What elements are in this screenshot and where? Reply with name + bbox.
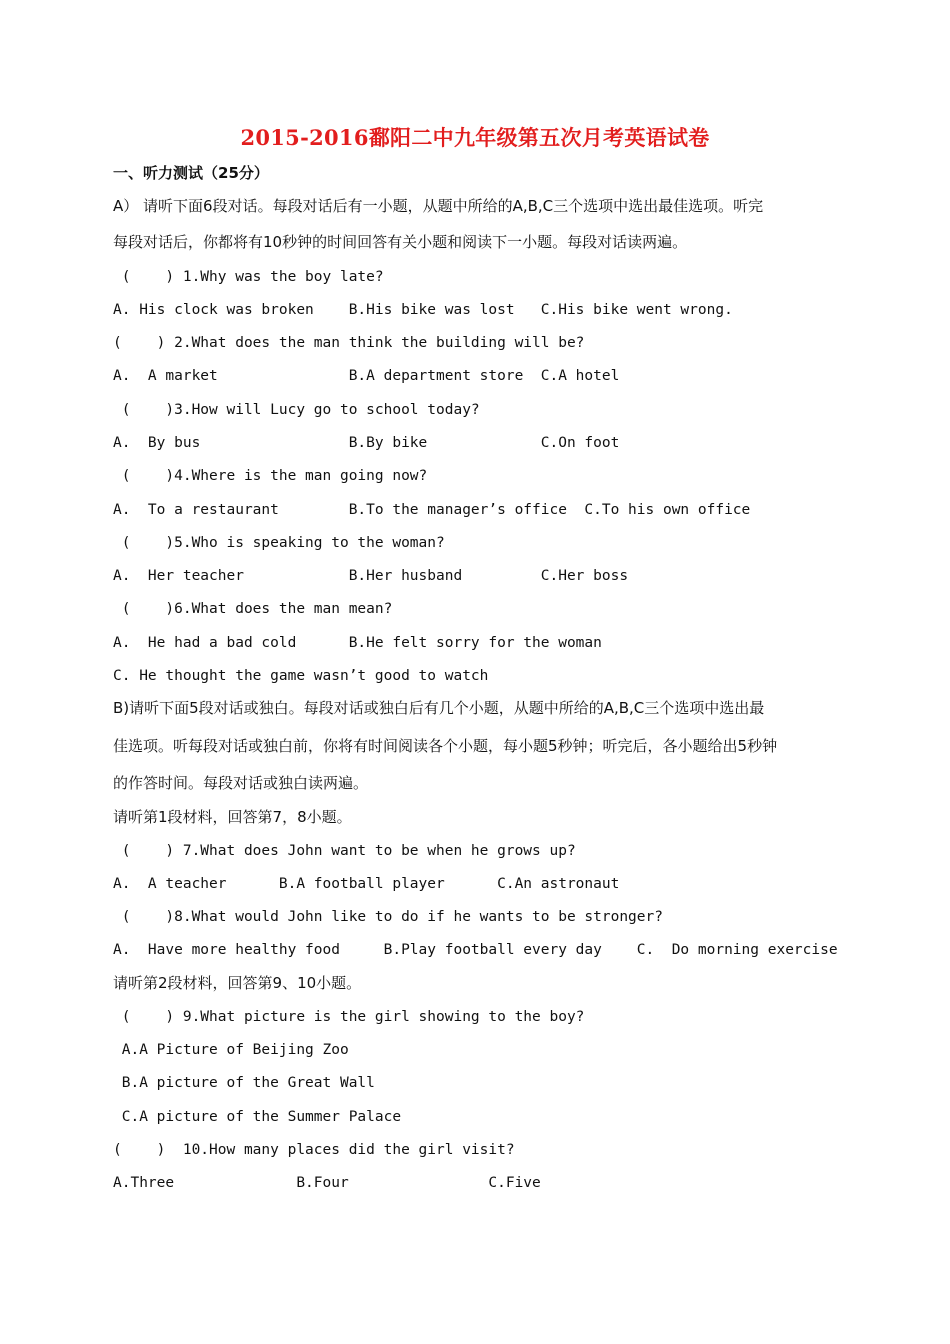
instruction-line: B)请听下面5段对话或独白。每段对话或独白后有几个小题，从题中所给的A,B,C三个选项中选出最 [113,699,765,717]
options-line: C. He thought the game wasn’t good to watch [113,668,489,684]
options-line: A. A market B.A department store C.A hotel [113,368,620,384]
question-line: ( )3.How will Lucy go to school today? [113,402,480,418]
question-line: ( ) 9.What picture is the girl showing to the boy? [113,1009,585,1025]
question-line: ( )4.Where is the man going now? [113,468,428,484]
exam-title: 2015-2016鄱阳二中九年级第五次月考英语试卷 [240,125,710,150]
options-line: A. To a restaurant B.To the manager’s office C.To his own office [113,502,751,518]
instruction-line: 佳选项。听每段对话或独白前，你将有时间阅读各个小题，每小题5秒钟；听完后，各小题给出5秒钟 [113,737,778,755]
instruction-line: 请听第2段材料，回答第9、10小题。 [113,974,362,992]
options-line: B.A picture of the Great Wall [113,1075,375,1091]
instruction-line: 请听第1段材料，回答第7，8小题。 [113,808,352,826]
options-line: A. His clock was broken B.His bike was lost C.His bike went wrong. [113,302,733,318]
options-line: A. He had a bad cold B.He felt sorry for the woman [113,635,602,651]
question-line: ( )8.What would John like to do if he wants to be stronger? [113,909,663,925]
section-heading: 一、听力测试（25分） [113,164,269,182]
instruction-line: A） 请听下面6段对话。每段对话后有一小题，从题中所给的A,B,C三个选项中选出最佳选项。听完 [113,197,764,215]
question-line: ( ) 10.How many places did the girl visit? [113,1142,515,1158]
options-line: C.A picture of the Summer Palace [113,1109,402,1125]
question-line: ( ) 7.What does John want to be when he grows up? [113,843,576,859]
options-line: A.Three B.Four C.Five [113,1175,541,1191]
instruction-line: 的作答时间。每段对话或独白读两遍。 [113,774,369,792]
options-line: A. By bus B.By bike C.On foot [113,435,620,451]
question-line: ( ) 2.What does the man think the building will be? [113,335,585,351]
options-line: A. Have more healthy food B.Play football every day C. Do morning exercise [113,942,838,958]
instruction-line: 每段对话后，你都将有10秒钟的时间回答有关小题和阅读下一小题。每段对话读两遍。 [113,233,688,251]
question-line: ( ) 1.Why was the boy late? [113,269,384,285]
question-line: ( )6.What does the man mean? [113,601,393,617]
question-line: ( )5.Who is speaking to the woman? [113,535,445,551]
options-line: A. Her teacher B.Her husband C.Her boss [113,568,629,584]
options-line: A. A teacher B.A football player C.An astronaut [113,876,620,892]
options-line: A.A Picture of Beijing Zoo [113,1042,349,1058]
